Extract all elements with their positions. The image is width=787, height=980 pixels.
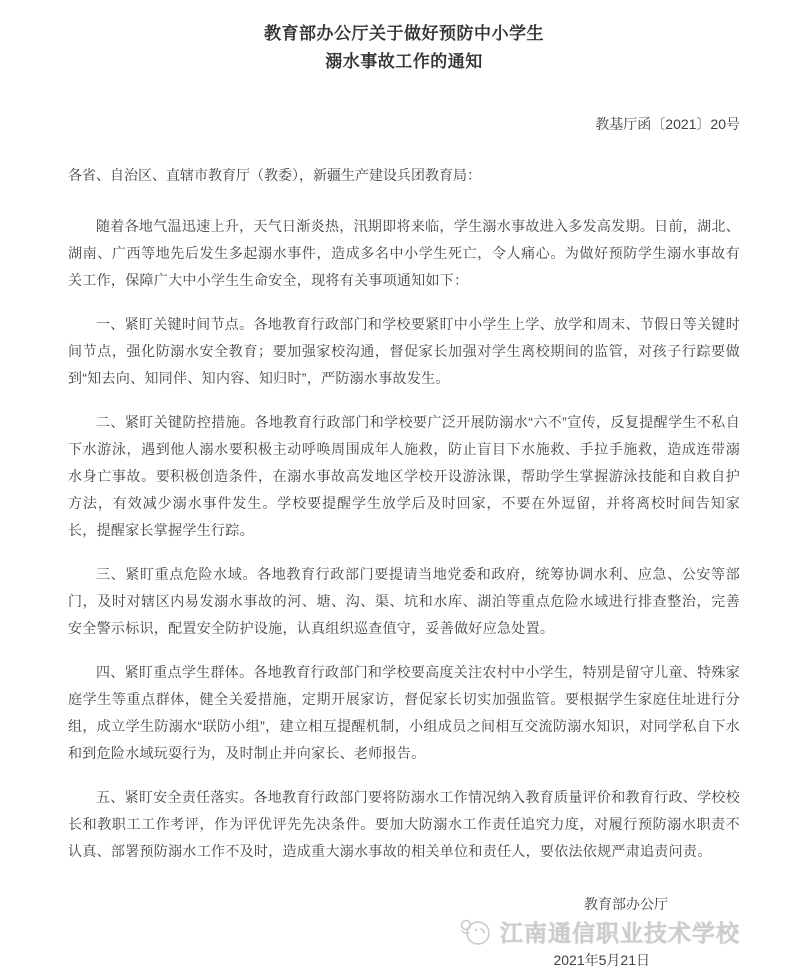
signature-org: 教育部办公厅 (584, 896, 668, 912)
paragraph-item-3: 三、紧盯重点危险水域。各地教育行政部门要提请当地党委和政府，统筹协调水利、应急、公安等部门，及时对辖区内易发溺水事故的河、塘、沟、渠、坑和水库、湖泊等重点危险水域进行排查整治，完善安全警示标识，配置安全防护设施，认真组织巡查值守，妥善做好应急处置。 (68, 566, 740, 636)
paragraph-item-5: 五、紧盯安全责任落实。各地教育行政部门要将防溺水工作情况纳入教育质量评价和教育行政、学校校长和教职工工作考评，作为评优评先先决条件。要加大防溺水工作责任追究力度，对履行预防溺水职责不认真、部署预防溺水工作不及时，造成重大溺水事故的相关单位和责任人，要依法依规严肃追责问责。 (68, 789, 740, 859)
document-title-line1: 教育部办公厅关于做好预防中小学生 (264, 24, 544, 43)
paragraph-item-4: 四、紧盯重点学生群体。各地教育行政部门和学校要高度关注农村中小学生，特别是留守儿童、特殊家庭学生等重点群体，健全关爱措施，定期开展家访，督促家长切实加强监管。要根据学生家庭住址进行分组，成立学生防溺水“联防小组”，建立相互提醒机制，小组成员之间相互交流防溺水知识，对同学私自下水和到危险水域玩耍行为，及时制止并向家长、老师报告。 (68, 664, 740, 761)
watermark-school-name: 江南通信职业技术学校 (500, 920, 740, 946)
school-watermark (458, 915, 740, 948)
paragraph-item-2: 二、紧盯关键防控措施。各地教育行政部门和学校要广泛开展防溺水“六不”宣传，反复提醒学生不私自下水游泳，遇到他人溺水要积极主动呼唤周围成年人施救，防止盲目下水施救、手拉手施救，造成连带溺水身亡事故。要积极创造条件，在溺水事故高发地区学校开设游泳课，帮助学生掌握游泳技能和自救自护方法，有效减少溺水事件发生。学校要提醒学生放学后及时回家，不要在外逗留，并将离校时间告知家长，提醒家长掌握学生行踪。 (68, 414, 740, 538)
signature-date: 2021年5月21日 (553, 952, 650, 968)
salutation: 各省、自治区、直辖市教育厅（教委），新疆生产建设兵团教育局： (68, 167, 481, 183)
school-logo-icon (458, 917, 492, 947)
document-title (68, 20, 740, 76)
paragraph-item-1: 一、紧盯关键时间节点。各地教育行政部门和学校要紧盯中小学生上学、放学和周末、节假日等关键时间节点，强化防溺水安全教育；要加强家校沟通，督促家长加强对学生离校期间的监管，对孩子行踪要做到“知去向、知同伴、知内容、知归时”，严防溺水事故发生。 (68, 316, 740, 386)
paragraph-intro: 随着各地气温迅速上升，天气日渐炎热，汛期即将来临，学生溺水事故进入多发高发期。日前，湖北、湖南、广西等地先后发生多起溺水事件，造成多名中小学生死亡，令人痛心。为做好预防学生溺水事故有关工作，保障广大中小学生生命安全，现将有关事项通知如下： (68, 218, 740, 288)
document-title-line2: 溺水事故工作的通知 (325, 52, 483, 71)
document-number: 教基厅函〔2021〕20号 (595, 116, 740, 132)
signature-block (68, 894, 740, 980)
